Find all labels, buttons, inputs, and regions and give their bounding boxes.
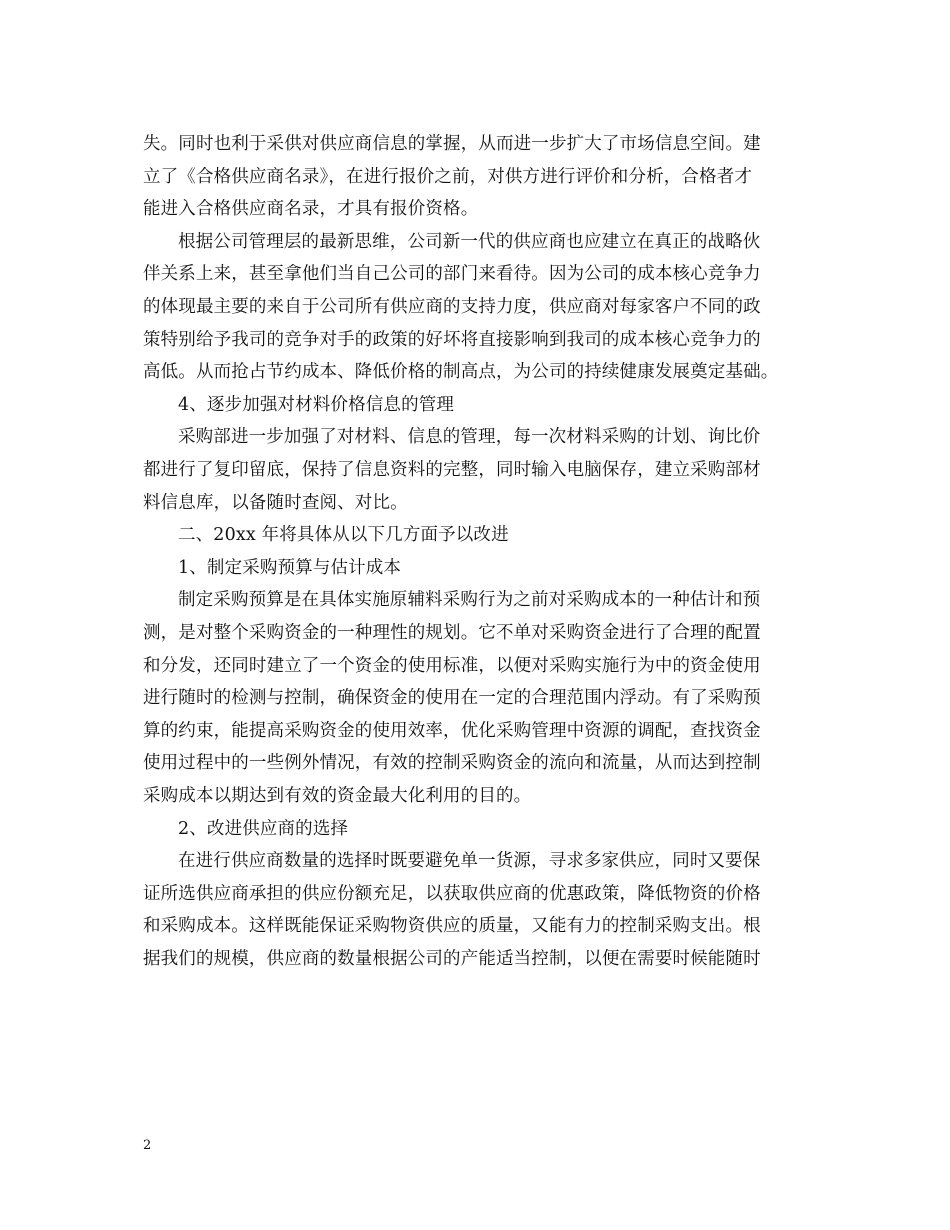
text-line: 测，是对整个采购资金的一种理性的规划。它不单对采购资金进行了合理的配置 bbox=[143, 623, 761, 643]
text-line: 使用过程中的一些例外情况，有效的控制采购资金的流向和流量，从而达到控制 bbox=[143, 753, 761, 774]
text-line: 策特别给予我司的竞争对手的政策的好坏将直接影响到我司的成本核心竞争力的 bbox=[143, 329, 761, 350]
text-line: 采购部进一步加强了对材料、信息的管理，每一次材料采购的计划、询比价 bbox=[178, 427, 761, 448]
text-line: 都进行了复印留底，保持了信息资料的完整，同时输入电脑保存，建立采购部材 bbox=[143, 460, 761, 480]
text-line: 和分发，还同时建立了一个资金的使用标准，以便对采购实施行为中的资金使用 bbox=[143, 655, 761, 676]
text-line: 伴关系上来，甚至拿他们当自己公司的部门来看待。因为公司的成本核心竞争力 bbox=[143, 264, 761, 285]
text-line: 采购成本以期达到有效的资金最大化利用的目的。 bbox=[143, 786, 532, 806]
text-line: 证所选供应商承担的供应份额充足，以获取供应商的优惠政策，降低物资的价格 bbox=[143, 883, 761, 904]
text-line: 根据公司管理层的最新思维，公司新一代的供应商也应建立在真正的战略伙 bbox=[178, 231, 761, 252]
text-line: 二、20xx 年将具体从以下几方面予以改进 bbox=[178, 525, 509, 546]
text-line: 失。同时也利于采供对供应商信息的掌握，从而进一步扩大了市场信息空间。建 bbox=[143, 134, 761, 154]
text-line: 4、逐步加强对材料价格信息的管理 bbox=[178, 394, 455, 415]
text-line: 立了《合格供应商名录》，在进行报价之前，对供方进行评价和分析，合格者才 bbox=[143, 166, 752, 187]
text-line: 据我们的规模，供应商的数量根据公司的产能适当控制，以便在需要时候能随时 bbox=[143, 949, 761, 969]
text-line: 1、制定采购预算与估计成本 bbox=[178, 557, 402, 578]
text-line: 料信息库，以备随时查阅、对比。 bbox=[143, 492, 408, 513]
text-line: 进行随时的检测与控制，确保资金的使用在一定的合理范围内浮动。有了采购预 bbox=[143, 688, 761, 709]
text-line: 能进入合格供应商名录，才具有报价资格。 bbox=[143, 199, 479, 220]
page-number: 2 bbox=[143, 1138, 152, 1153]
text-line: 高低。从而抢占节约成本、降低价格的制高点，为公司的持续健康发展奠定基础。 bbox=[143, 362, 779, 383]
text-line: 制定采购预算是在具体实施原辅料采购行为之前对采购成本的一种估计和预 bbox=[178, 590, 761, 611]
text-line: 在进行供应商数量的选择时既要避免单一货源，寻求多家供应，同时又要保 bbox=[178, 851, 761, 872]
text-line: 算的约束，能提高采购资金的使用效率，优化采购管理中资源的调配，查找资金 bbox=[143, 720, 761, 741]
text-line: 2、改进供应商的选择 bbox=[178, 818, 349, 839]
text-line: 的体现最主要的来自于公司所有供应商的支持力度，供应商对每家客户不同的政 bbox=[143, 297, 761, 317]
text-line: 和采购成本。这样既能保证采购物资供应的质量，又能有力的控制采购支出。根 bbox=[143, 916, 761, 937]
